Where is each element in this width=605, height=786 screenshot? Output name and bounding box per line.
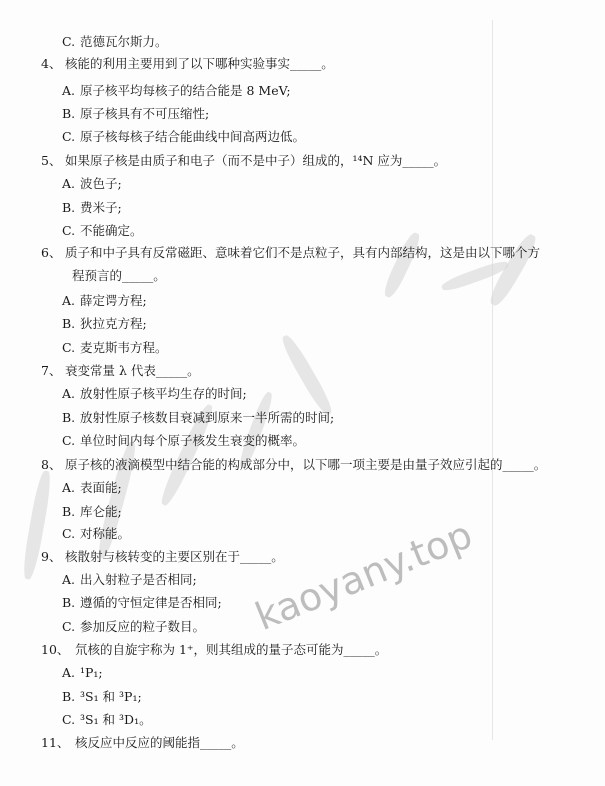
option-c <box>62 129 305 145</box>
question-text: 衰变常量 λ 代表_____。 <box>65 363 200 378</box>
question-text: 原子核的液滴模型中结合能的构成部分中，以下哪一项主要是由量子效应引起的_____。 <box>65 457 547 472</box>
option-b <box>62 410 334 426</box>
option-text: 单位时间内每个原子核发生衰变的概率。 <box>80 433 306 448</box>
question-number: 7、 <box>41 363 62 378</box>
option-b <box>62 689 142 705</box>
question-text: 核散射与核转变的主要区别在于_____。 <box>65 549 284 564</box>
option-letter: C. <box>62 526 76 541</box>
option-text: 对称能。 <box>80 526 131 541</box>
option-text: 放射性原子核平均生存的时间; <box>80 386 247 401</box>
option-c <box>62 223 143 239</box>
question-11 <box>41 735 244 751</box>
question-number: 6、 <box>41 245 62 260</box>
option-a <box>62 480 122 496</box>
option-letter: A. <box>62 665 76 680</box>
option-letter: A. <box>62 572 76 587</box>
option-text: 原子核平均每核子的结合能是 8 MeV; <box>80 83 291 98</box>
option-text: 费米子; <box>80 200 122 215</box>
brush-stroke <box>278 333 335 418</box>
question-number: 4、 <box>41 56 62 71</box>
watermark-text: kaoyany.top <box>249 512 479 639</box>
option-text: 库仑能; <box>80 504 122 519</box>
question-5 <box>41 153 446 169</box>
option-c <box>62 433 305 449</box>
option-text: 放射性原子核数目衰减到原来一半所需的时间; <box>80 410 335 425</box>
option-letter: B. <box>62 595 76 610</box>
question-number: 9、 <box>41 549 62 564</box>
option-letter: C. <box>62 223 76 238</box>
scan-edge <box>492 20 493 740</box>
option-text: 狄拉克方程; <box>80 316 147 331</box>
option-text: 遵循的守恒定律是否相同; <box>80 595 222 610</box>
option-letter: C. <box>62 34 76 49</box>
option-c <box>62 619 205 635</box>
option-text: 波色子; <box>80 176 122 191</box>
question-6 <box>41 245 540 261</box>
option-text: ³S₁ 和 ³D₁。 <box>80 712 152 727</box>
option-b <box>62 595 222 611</box>
option-b <box>62 316 147 332</box>
option-a <box>62 293 147 309</box>
option-b <box>62 106 209 122</box>
question-number: 10、 <box>41 642 70 657</box>
option-text: 表面能; <box>80 480 122 495</box>
option-a <box>62 176 122 192</box>
option-text: 范德瓦尔斯力。 <box>80 34 168 49</box>
option-a <box>62 83 291 99</box>
option-a <box>62 572 197 588</box>
option-text: 出入射粒子是否相同; <box>80 572 197 587</box>
question-number: 5、 <box>41 153 62 168</box>
question-9 <box>41 549 284 565</box>
option-text: 原子核具有不可压缩性; <box>80 106 210 121</box>
option-c <box>62 340 168 356</box>
question-text: 如果原子核是由质子和电子（而不是中子）组成的，¹⁴N 应为_____。 <box>65 153 447 168</box>
option-letter: A. <box>62 176 76 191</box>
question-number: 11、 <box>41 735 70 750</box>
question-number: 8、 <box>41 457 62 472</box>
option-a <box>62 665 103 681</box>
question-10 <box>41 642 387 658</box>
brush-stroke <box>381 230 423 299</box>
option-letter: C. <box>62 619 76 634</box>
option-letter: B. <box>62 106 76 121</box>
option-text: ¹P₁; <box>80 665 103 680</box>
question-text: 氘核的自旋宇称为 1⁺，则其组成的量子态可能为_____。 <box>75 642 388 657</box>
option-letter: C. <box>62 129 76 144</box>
question-text: 核能的利用主要用到了以下哪种实验事实_____。 <box>65 56 334 71</box>
option-b <box>62 200 122 216</box>
option-c <box>62 712 152 728</box>
option-text: 薛定谔方程; <box>80 293 147 308</box>
option-text: 不能确定。 <box>80 223 143 238</box>
option-letter: A. <box>62 83 76 98</box>
option-a <box>62 386 247 402</box>
option-letter: C. <box>62 433 76 448</box>
question-text: 核反应中反应的阈能指_____。 <box>75 735 244 750</box>
option-c <box>62 526 130 542</box>
question-text: 质子和中子具有反常磁距、意味着它们不是点粒子，具有内部结构，这是由以下哪个方 <box>65 245 541 260</box>
option-text: 参加反应的粒子数目。 <box>80 619 206 634</box>
option-letter: C. <box>62 712 76 727</box>
option-letter: C. <box>62 340 76 355</box>
option-text: 原子核每核子结合能曲线中间高两边低。 <box>80 129 306 144</box>
question-7 <box>41 363 200 379</box>
option-text: ³S₁ 和 ³P₁; <box>80 689 142 704</box>
option-letter: B. <box>62 504 76 519</box>
question-4 <box>41 56 334 72</box>
option-letter: B. <box>62 410 76 425</box>
option-letter: A. <box>62 386 76 401</box>
question-text-continued: 程预言的_____。 <box>72 268 166 283</box>
question-8 <box>41 457 546 473</box>
option-letter: A. <box>62 480 76 495</box>
option-letter: A. <box>62 293 76 308</box>
option-letter: B. <box>62 316 76 331</box>
option-b <box>62 504 122 520</box>
option-letter: B. <box>62 689 76 704</box>
option-text: 麦克斯韦方程。 <box>80 340 168 355</box>
option-c-prev <box>62 34 168 50</box>
option-letter: B. <box>62 200 76 215</box>
